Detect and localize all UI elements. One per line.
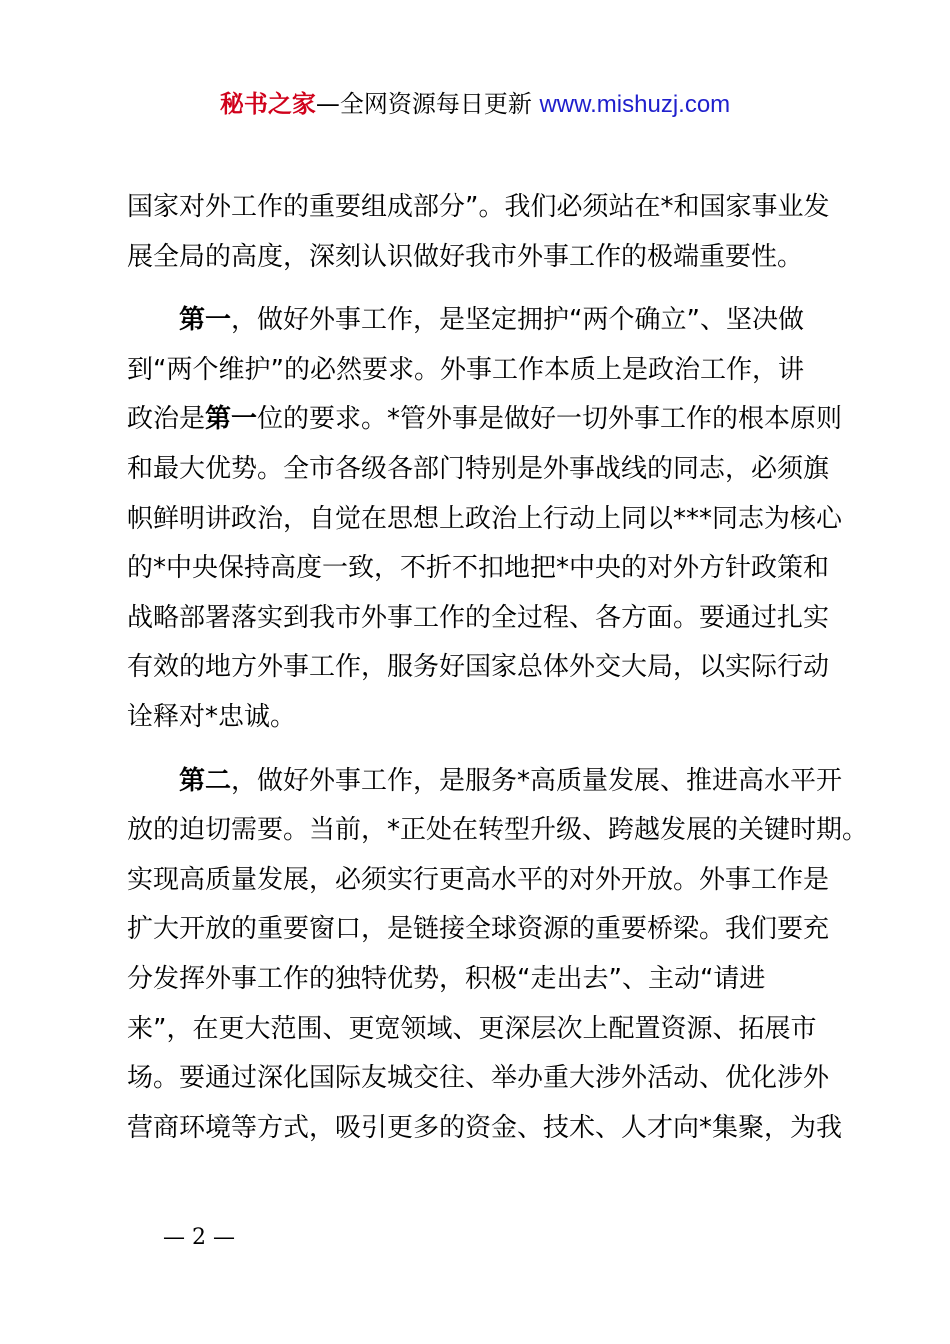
text-run: 政治是 bbox=[127, 404, 206, 435]
document-body bbox=[127, 183, 869, 1153]
text-line: 场。要通过深化国际友城交往、举办重大涉外活动、优化涉外 bbox=[127, 1063, 830, 1094]
text-line: 战略部署落实到我市外事工作的全过程、各方面。要通过扎实 bbox=[127, 602, 830, 633]
text-line: 放的迫切需要。当前，*正处在转型升级、跨越发展的关键时期。 bbox=[127, 815, 869, 846]
text-line: 有效的地方外事工作，服务好国家总体外交大局，以实际行动 bbox=[127, 652, 830, 683]
text-run: ，做好外事工作，是坚定拥护“两个确立”、坚决做 bbox=[231, 305, 804, 336]
text-line bbox=[127, 757, 843, 807]
paragraph-spacer bbox=[127, 743, 837, 757]
header-tagline: —全网资源每日更新 bbox=[315, 90, 540, 118]
text-line: 实现高质量发展，必须实行更高水平的对外开放。外事工作是 bbox=[127, 864, 830, 895]
text-line: 国家对外工作的重要组成部分”。我们必须站在*和国家事业发 bbox=[127, 192, 830, 222]
paragraph-intro bbox=[127, 183, 837, 282]
emphasis-text: 第一 bbox=[205, 404, 258, 435]
text-run: 位的要求。*管外事是做好一切外事工作的根本原则 bbox=[257, 404, 843, 435]
page-number: — 2 — bbox=[163, 1225, 235, 1250]
text-line: 来”，在更大范围、更宽领域、更深层次上配置资源、拓展市 bbox=[127, 1013, 817, 1044]
text-line: 展全局的高度，深刻认识做好我市外事工作的极端重要性。 bbox=[127, 241, 804, 272]
site-header bbox=[0, 86, 950, 123]
paragraph-spacer bbox=[127, 282, 837, 296]
paragraph-first bbox=[127, 296, 843, 742]
text-line: 扩大开放的重要窗口，是链接全球资源的重要桥梁。我们要充 bbox=[127, 914, 830, 945]
section-heading-first: 第一 bbox=[179, 305, 232, 336]
text-line: 到“两个维护”的必然要求。外事工作本质上是政治工作，讲 bbox=[127, 354, 804, 385]
text-line bbox=[127, 296, 837, 346]
text-line: 诠释对*忠诚。 bbox=[127, 701, 297, 732]
paragraph-second bbox=[127, 757, 869, 1154]
site-url-link[interactable]: www.mishuzj.com bbox=[539, 91, 731, 118]
brand-name: 秘书之家 bbox=[219, 90, 316, 118]
text-run: ，做好外事工作，是服务*高质量发展、推进高水平开 bbox=[231, 765, 843, 796]
section-heading-second: 第二 bbox=[179, 765, 232, 796]
text-line: 帜鲜明讲政治，自觉在思想上政治上行动上同以***同志为核心 bbox=[127, 503, 843, 534]
text-line: 的*中央保持高度一致，不折不扣地把*中央的对外方针政策和 bbox=[127, 553, 830, 584]
text-line: 营商环境等方式，吸引更多的资金、技术、人才向*集聚，为我 bbox=[127, 1112, 843, 1143]
text-line: 和最大优势。全市各级各部门特别是外事战线的同志，必须旗 bbox=[127, 453, 830, 484]
text-line bbox=[127, 395, 843, 445]
text-line: 分发挥外事工作的独特优势，积极“走出去”、主动“请进 bbox=[127, 963, 766, 994]
